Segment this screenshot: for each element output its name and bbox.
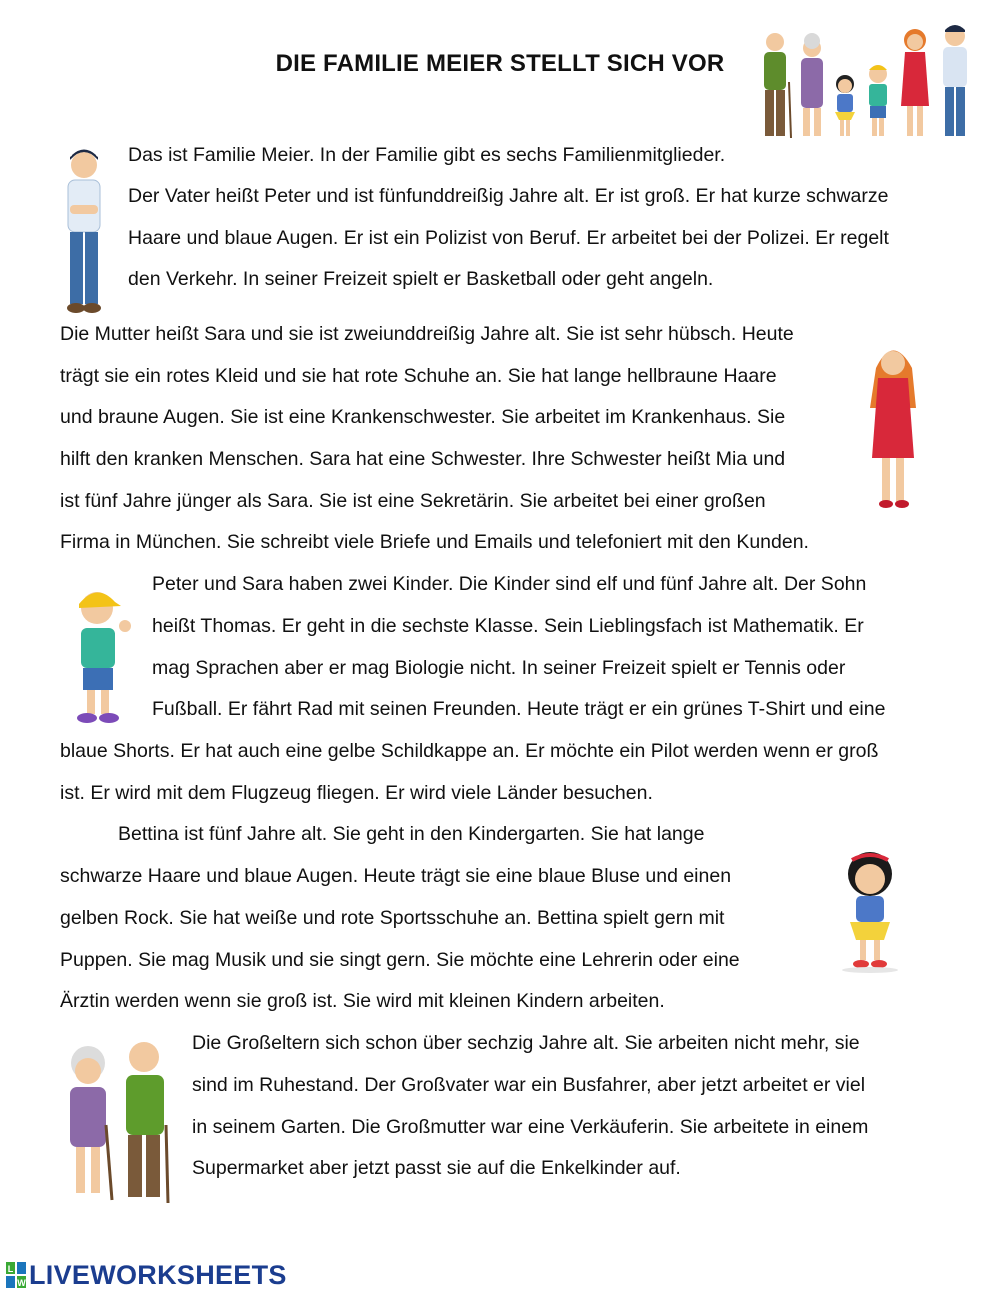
- grandpa-figure: [764, 33, 791, 138]
- paragraph-3-line-3: mag Sprachen aber er mag Biologie nicht. In seiner Freizeit spielt er Tennis oder: [152, 657, 846, 679]
- girl-illustration: [830, 848, 910, 976]
- paragraph-2-line-4: hilft den kranken Menschen. Sara hat eine Schwester. Ihre Schwester heißt Mia und: [60, 448, 786, 470]
- paragraph-4-line-5: Ärztin werden wenn sie groß ist. Sie wird mit kleinen Kindern arbeiten.: [60, 990, 665, 1012]
- grandma-figure: [70, 1046, 112, 1200]
- grandpa-figure: [126, 1042, 168, 1203]
- paragraph-2-line-2: trägt sie ein rotes Kleid und sie hat rote Schuhe an. Sie hat lange hellbraune Haare: [60, 365, 777, 387]
- paragraph-4-line-3: gelben Rock. Sie hat weiße und rote Sportsschuhe an. Bettina spielt gern mit: [60, 907, 725, 929]
- boy-figure: [869, 65, 887, 136]
- paragraph-1-line-1: Das ist Familie Meier. In der Familie gibt es sechs Familienmitglieder.: [128, 144, 726, 166]
- paragraph-4-line-1: Bettina ist fünf Jahre alt. Sie geht in den Kindergarten. Sie hat lange: [118, 823, 705, 845]
- paragraph-5-line-1: Die Großeltern sich schon über sechzig Jahre alt. Sie arbeiten nicht mehr, sie: [192, 1032, 860, 1054]
- paragraph-2-line-6: Firma in München. Sie schreibt viele Briefe und Emails und telefoniert mit den Kunden.: [60, 531, 809, 553]
- paragraph-2-line-3: und braune Augen. Sie ist eine Krankenschwester. Sie arbeitet im Krankenhaus. Sie: [60, 406, 786, 428]
- paragraph-3-line-1: Peter und Sara haben zwei Kinder. Die Kinder sind elf und fünf Jahre alt. Der Sohn: [152, 573, 867, 595]
- grandparents-illustration: [56, 1035, 176, 1210]
- paragraph-5-line-2: sind im Ruhestand. Der Großvater war ein Busfahrer, aber jetzt arbeitet er viel: [192, 1074, 866, 1096]
- family-group-illustration: [745, 22, 980, 147]
- girl-figure: [835, 75, 855, 136]
- mother-illustration: [860, 338, 926, 514]
- paragraph-5-line-3: in seinem Garten. Die Großmutter war eine Verkäuferin. Sie arbeitete in einem: [192, 1116, 869, 1138]
- father-figure: [943, 25, 967, 136]
- paragraph-1-line-2: Der Vater heißt Peter und ist fünfunddreißig Jahre alt. Er ist groß. Er hat kurze schwarze: [128, 185, 889, 207]
- paragraph-3-line-2: heißt Thomas. Er geht in die sechste Klasse. Sein Lieblingsfach ist Mathematik. Er: [152, 615, 864, 637]
- logo-letter-w: W: [17, 1278, 26, 1288]
- mother-figure: [901, 29, 929, 136]
- paragraph-4-line-4: Puppen. Sie mag Musik und sie singt gern. Sie möchte eine Lehrerin oder eine: [60, 949, 740, 971]
- paragraph-1-line-3: Haare und blaue Augen. Er ist ein Polizist von Beruf. Er arbeitet bei der Polizei. Er regelt: [128, 227, 889, 249]
- grandma-figure: [801, 33, 823, 136]
- father-illustration: [58, 145, 110, 317]
- paragraph-2-line-1: Die Mutter heißt Sara und sie ist zweiunddreißig Jahre alt. Sie ist sehr hübsch. Heute: [60, 323, 794, 345]
- liveworksheets-logo: [6, 1258, 287, 1292]
- liveworksheets-brand-text: LIVEWORKSHEETS: [29, 1259, 287, 1290]
- paragraph-4-line-2: schwarze Haare und blaue Augen. Heute trägt sie eine blaue Bluse und einen: [60, 865, 732, 887]
- page-title: DIE FAMILIE MEIER STELLT SICH VOR: [275, 50, 725, 77]
- liveworksheets-logo-icon: [6, 1262, 26, 1288]
- paragraph-3-line-6: ist. Er wird mit dem Flugzeug fliegen. Er wird viele Länder besuchen.: [60, 782, 653, 804]
- boy-illustration: [65, 578, 137, 728]
- paragraph-5-line-4: Supermarket aber jetzt passt sie auf die Enkelkinder auf.: [192, 1157, 681, 1179]
- paragraph-3-line-5: blaue Shorts. Er hat auch eine gelbe Schildkappe an. Er möchte ein Pilot werden wenn er groß: [60, 740, 879, 762]
- paragraph-1-line-4: den Verkehr. In seiner Freizeit spielt er Basketball oder geht angeln.: [128, 268, 714, 290]
- logo-letter-l: L: [7, 1264, 14, 1274]
- paragraph-3-line-4: Fußball. Er fährt Rad mit seinen Freunden. Heute trägt er ein grünes T-Shirt und eine: [152, 698, 886, 720]
- paragraph-2-line-5: ist fünf Jahre jünger als Sara. Sie ist eine Sekretärin. Sie arbeitet bei einer großen: [60, 490, 766, 512]
